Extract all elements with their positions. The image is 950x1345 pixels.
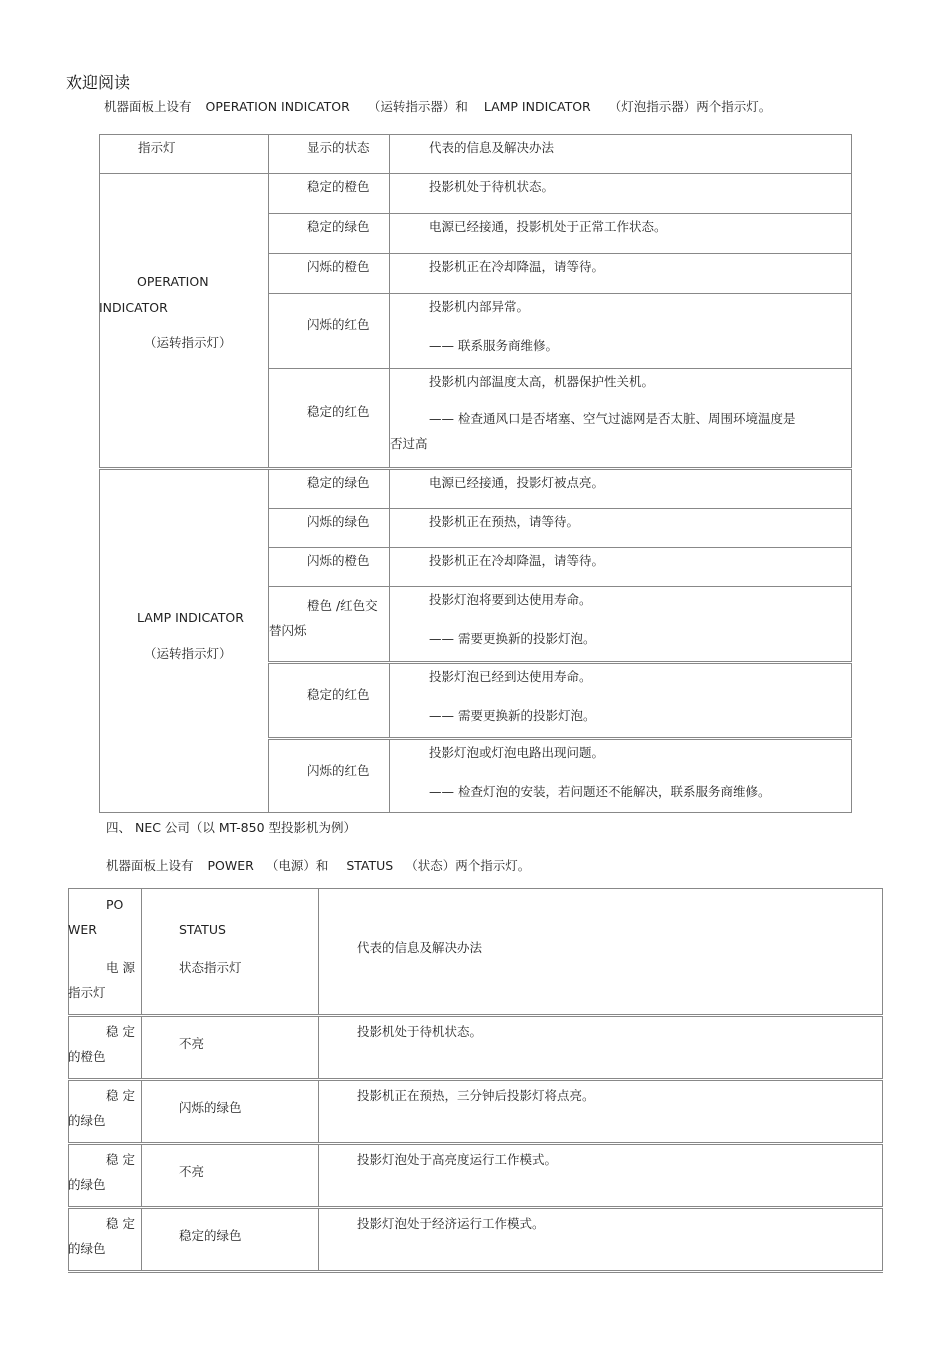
header-info: 代表的信息及解决办法: [390, 135, 852, 174]
intro1-pre: 机器面板上设有: [104, 99, 192, 114]
status-cell: 稳定的绿色: [142, 1208, 319, 1272]
intro2-status-paren: （状态）两个指示灯。: [405, 858, 531, 873]
state-cell: 橙色 /红色交 替闪烁: [269, 587, 390, 663]
intro-paragraph-2: [106, 856, 530, 874]
info-cell: 电源已经接通，投影灯被点亮。: [390, 469, 852, 509]
indicator-table-2: [68, 888, 883, 1273]
power-cell: 稳 定 的绿色: [69, 1144, 142, 1208]
status-cell: 不亮: [142, 1016, 319, 1080]
state-cell: 稳定的红色: [269, 663, 390, 739]
state-cell: 稳定的橙色: [269, 174, 390, 214]
indicator-table-1: [99, 134, 852, 813]
info-cell: 投影机正在预热，三分钟后投影灯将点亮。: [319, 1080, 883, 1144]
status-term: STATUS: [346, 858, 394, 873]
power-cell: 稳 定 的绿色: [69, 1208, 142, 1272]
header-power: PO WER 电 源 指示灯: [69, 889, 142, 1016]
status-cell: 闪烁的绿色: [142, 1080, 319, 1144]
lamp-indicator-group: LAMP INDICATOR （运转指示灯）: [100, 469, 269, 813]
power-cell: 稳 定 的橙色: [69, 1016, 142, 1080]
intro-paragraph-1: [104, 97, 771, 115]
header-info: 代表的信息及解决办法: [319, 889, 883, 1016]
intro1-lamp-paren: （灯泡指示器）两个指示灯。: [608, 99, 772, 114]
table-row: [69, 1080, 883, 1144]
power-cell: 稳 定 的绿色: [69, 1080, 142, 1144]
status-cell: 不亮: [142, 1144, 319, 1208]
state-cell: 稳定的绿色: [269, 214, 390, 254]
power-term: POWER: [207, 858, 254, 873]
info-cell: 投影机正在预热，请等待。: [390, 509, 852, 548]
intro1-op-paren: （运转指示器）和: [367, 99, 468, 114]
info-cell: 投影机正在冷却降温，请等待。: [390, 254, 852, 294]
table2-header-row: [69, 889, 883, 1016]
info-cell: 投影机处于待机状态。: [390, 174, 852, 214]
header-state: 显示的状态: [269, 135, 390, 174]
table-row: [69, 1208, 883, 1272]
page-welcome-title: 欢迎阅读: [66, 73, 131, 92]
info-cell: 投影机处于待机状态。: [319, 1016, 883, 1080]
table-row: [100, 174, 852, 214]
info-cell: 电源已经接通，投影机处于正常工作状态。: [390, 214, 852, 254]
state-cell: 稳定的红色: [269, 369, 390, 469]
info-cell: 投影机内部异常。 —— 联系服务商维修。: [390, 294, 852, 369]
intro2-pre: 机器面板上设有: [106, 858, 194, 873]
info-cell: 投影灯泡已经到达使用寿命。 —— 需要更换新的投影灯泡。: [390, 663, 852, 739]
state-cell: 闪烁的红色: [269, 294, 390, 369]
header-status: STATUS 状态指示灯: [142, 889, 319, 1016]
state-cell: 闪烁的橙色: [269, 548, 390, 587]
header-indicator: 指示灯: [100, 135, 269, 174]
info-cell: 投影灯泡处于经济运行工作模式。: [319, 1208, 883, 1272]
section-4-heading: 四、 NEC 公司（以 MT-850 型投影机为例）: [106, 820, 357, 835]
table-row: [69, 1016, 883, 1080]
table-row: [100, 469, 852, 509]
info-cell: 投影机内部温度太高，机器保护性关机。 —— 检查通风口是否堵塞、空气过滤网是否太脏、周围环境温度是 否过高: [390, 369, 852, 469]
lamp-indicator-term: LAMP INDICATOR: [483, 99, 591, 114]
table1-header-row: [100, 135, 852, 174]
table-row: [69, 1144, 883, 1208]
state-cell: 稳定的绿色: [269, 469, 390, 509]
intro2-power-paren: （电源）和: [265, 858, 329, 873]
info-cell: 投影灯泡将要到达使用寿命。 —— 需要更换新的投影灯泡。: [390, 587, 852, 663]
state-cell: 闪烁的红色: [269, 739, 390, 813]
operation-indicator-term: OPERATION INDICATOR: [205, 99, 350, 114]
state-cell: 闪烁的绿色: [269, 509, 390, 548]
info-cell: 投影灯泡或灯泡电路出现问题。 —— 检查灯泡的安装，若问题还不能解决，联系服务商维修。: [390, 739, 852, 813]
info-cell: 投影灯泡处于高亮度运行工作模式。: [319, 1144, 883, 1208]
info-cell: 投影机正在冷却降温，请等待。: [390, 548, 852, 587]
state-cell: 闪烁的橙色: [269, 254, 390, 294]
operation-indicator-group: OPERATION INDICATOR （运转指示灯）: [100, 174, 269, 469]
